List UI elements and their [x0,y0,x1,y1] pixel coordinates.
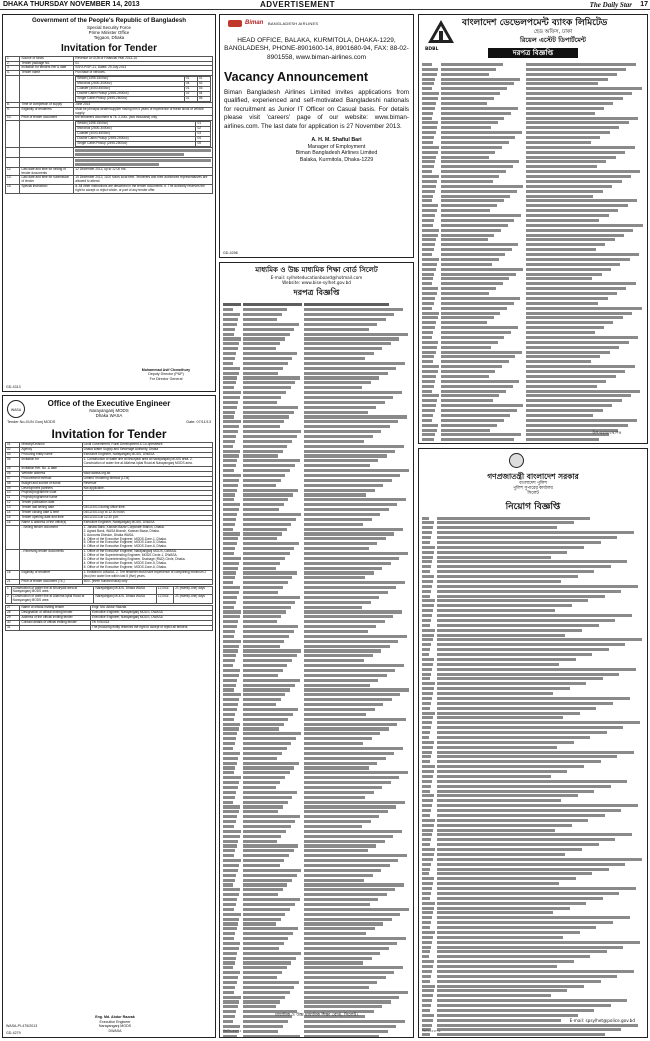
table-row: Microbus (2600-3000cc) 04 02 [76,82,211,87]
ad-body: Biman Bangladesh Airlines Limited invites applications from qualified, experienced and self-motivated Bangladeshi nationals for recruitment as Junior IT Officer on Casual basis. For details please visit 'careers' page of our website: www.biman-airlines.com. The last date for application is 27 November 2013. [224,88,409,130]
table-row [6,121,213,148]
gd-number: GD-4298 [223,251,238,255]
table-row: 8. Time of completion of supply June 2014 [6,102,213,107]
ad-heading: দরপত্র বিজ্ঞপ্তি [293,288,340,298]
board-title: মাধ্যমিক ও উচ্চ মাধ্যমিক শিক্ষা বোর্ড সিলেট [255,266,378,274]
table-row: 10 Project/programme code [6,491,213,496]
table-row: 4. Tender name Purchase of vehicles. [6,71,213,76]
masthead-date: DHAKA THURSDAY NOVEMBER 14, 2013 [3,1,140,8]
ad-dept-line: Tejgaon, Dhaka [93,35,125,41]
government-seal-icon [509,453,524,468]
dept-line: বাংলাদেশ পুলিশ [519,481,547,486]
ad-wasa-tender [2,395,216,1038]
gd-number: GD-4313 [6,385,21,389]
signer-address: Balaka, Kurmitola, Dhaka-1229 [299,156,374,163]
officials-table [5,605,213,631]
ad-police-recruitment [418,448,648,1038]
table-row: - Receiving tender documents 1. Office of the Executive Engineer, Narayanganj MODS, DWASA. 2. Office of the Superintending Engineer, MODS Circle-1, DWASA. 3. Office of the Superintending Engineer, Drainage (R&D) Circle, Dhaka. 4. Office of the Executive Engineer, MODS Zone-5, Dhaka. 5. Office of the Executive Engineer, MODS Zone-6, Dhaka. [6,550,213,571]
text-row [223,1034,410,1038]
table-row: 04 Invitation for 1. Construction of water line at Bhuiryadi area at Narayanganj MODS area. 2. Construction of water line at Allahma Iqbal Road at Narayanganj MODS area. [6,458,213,467]
police-table [422,516,644,1038]
table-row: 14 Tender closing date & time 04/12/2013 up to 12.00 noon. [6,511,213,516]
gd-number: GD-4279 [6,1031,21,1035]
table-row [6,147,213,157]
bank-title: বাংলাদেশ ডেভেলপমেন্ট ব্যাংক লিমিটেড [462,18,608,28]
dept-line: সিলেট [527,491,539,497]
table-row: - Selling tender document 1. Janata Bank, Kawran Bazar Corporate Branch, Dhaka. 2. Agrani Bank, WASA Branch, Kawran Bazar, Dhaka. 3. Accounts Division, Dhaka WASA. 4. Office of the Executive Engineer, MODS Zone-1, Dhaka. 5. Office of the Executive Engineer, MODS Zone-5, Dhaka. 6. Office of the Executive Engineer, MODS Zone-6, Dhaka. [6,525,213,549]
signer-title: Executive Engineer [99,1019,131,1024]
table-row: Coaster (4000-4500cc) 01 03 [76,87,211,92]
table-row: 06 Website address www.dwasa.org.bd [6,471,213,476]
signer-name: Eng. Md. Abdur Razzak [95,1015,135,1019]
ref-number: WASA-PI-475/2013 [6,1024,38,1028]
tender-table [5,56,213,194]
table-row: Microbus (2600-3000cc) 02 [76,127,211,132]
table-row: 2. Tender package No. 01 [6,61,213,66]
table-row: 18 Eligibility of tenderer 1. Enlisted in DWASA. 2. The tenderer must have experience of completing minimum 2 (two) ten water line within last 5 (five) years. [6,570,213,579]
bdbl-logo-text: BDBL [425,47,439,52]
dept-line: পুলিশ সুপারের কার্যালয় [513,486,553,492]
table-row [6,76,213,103]
ad-heading: Invitation for Tender [51,427,167,442]
table-row: 12 Tender publication date [6,501,213,506]
bise-table [223,302,410,1038]
table-row: Sedan (1495-1500cc) 01 01 [76,77,211,82]
org-city: Dhaka WASA [95,413,123,419]
table-row: Double Cabin Pickup (2495-2500cc) 04 [76,137,211,142]
ad-bdbl-tender [418,14,648,444]
gov-title: গণপ্রজাতন্ত্রী বাংলাদেশ সরকার [487,472,579,481]
signer-org: Biman Bangladesh Airlines Limited [295,150,378,157]
gd-number: জিডি-৪৩০৯ [422,1029,441,1033]
text-row [422,442,644,444]
masthead [0,0,650,10]
biman-address: HEAD OFFICE, BALAKA, KURMITOLA, DHAKA-1229, BANGLADESH, PHONE-8901600-14, 8901680-94, FAX: 88-02-8901558, www.biman-airlines.com [224,37,409,61]
bank-subtitle: হেড অফিস, ঢাকা [533,29,573,35]
tender-number: Tender No-01/N Gonj MODS [7,420,56,425]
table-row: 16 Name & address of the office(s) Executive Engineer, Narayanganj MODS, DWASA [6,520,213,525]
table-row: 27 Name of official inviting tender Engr. Md. Abdur Razzak [6,606,213,611]
org-division: Narayanganj MODS [89,408,129,413]
masthead-page-number: 17 [640,1,648,8]
signer-title: উপ-মহাব্যবস্থাপক [592,430,622,435]
table-row: 12. Last date and time for selling of tender documents 12 December 2013, up to 12.00 hrs. [6,167,213,176]
table-row: 3. Invitation for tenders Ref & date SSF/LP/SP-21, Dated: 29 July 2013 [6,66,213,71]
signer-title: Deputy Director (P&P) [148,372,184,376]
police-email: E-mail: spsylhet@police.gov.bd [569,1018,635,1023]
table-row: 13 Tender last selling date 03/12/2013 during office time. [6,506,213,511]
table-row: 02 Agency Dhaka Water Supply and Sewerage Authority, Dhaka [6,448,213,453]
table-row: 30 Contact details of official inviting tender Tel 9760018 [6,620,213,625]
ad-dept-line: Prime Minister Office [88,30,130,36]
biman-logo-icon [228,20,242,27]
masthead-section: ADVERTISEMENT [260,0,335,9]
board-website: Website: www.bise-sylhet.gov.bd [282,280,351,286]
table-row: 13. Last date and time for submission of tender 15 December 2013, 1100 hours local time. Tenderers and their authorized representatives are allowed to attend. [6,176,213,185]
signer-title: Manager of Employment [307,143,366,150]
tender-date: Date: 07/11/13 [186,420,211,425]
table-row: 1. Source of funds Revenue or GOB of Financial Year 2013-14 [6,56,213,61]
gd-number: জিডি-৪৩০৫ [223,1029,242,1033]
masthead-brand: The Daily Star [589,1,632,9]
lots-table [5,586,213,605]
table-row: 29 Address of the official inviting tender Executive Engineer, Narayanganj MODS, DWASA [6,615,213,620]
ad-heading: Vacancy Announcement [224,69,369,84]
signer-name: A. H. M. Shafiul Bari [311,137,362,144]
ad-dept-line: Special Security Force [87,25,131,30]
table-row: 07 Procurement method Limited Tendering Method (LTM) [6,476,213,481]
ad-heading: নিয়োগ বিজ্ঞপ্তি [505,501,561,512]
signer-org: DWASA [108,1028,122,1033]
ad-education-board-tender [219,262,414,1038]
table-row: 1 Construction of water line at Bhuiryadi area at Narayanganj MODS area Narayanganj MODS, Dhaka WASA 12,000/- 21 (twenty-one) days [6,586,213,595]
bank-division: রিয়েল এস্টেট ডিপার্টমেন্ট [519,36,587,44]
table-row: Coaster (4000-4500cc) 03 [76,132,211,137]
goods-table [75,76,211,102]
ad-biman-vacancy [219,14,414,258]
board-footer: মাধ্যমিক ও উচ্চ মাধ্যমিক শিক্ষা বোর্ড, সিলেট। [275,1013,358,1018]
signer-name: Mohammad Asif Chowdhury [141,367,191,372]
ad-heading: Invitation for Tender [61,42,157,54]
table-row: Double Cabin Pickup (2495-2500cc) 02 04 [76,91,211,96]
table-row: 01 Ministry/Division Local Government, Rural Development & Co-operatives [6,443,213,448]
bdbl-table [422,62,644,444]
board-email: E-mail: sylheteducationboard@hotmail.com [270,275,363,280]
table-row: 21 Price of tender document (Tk.) 500/- (three hundred taka) only [6,579,213,584]
text-row [422,1037,644,1038]
biman-brand: Biman [245,20,264,26]
table-row: 15. Special instruction a. All other instructions are described in the tender documents. b. The authority reserves the right to accept or reject whole, or part of any tender offer. [6,185,213,194]
signer-for: For Director General [149,376,183,381]
wasa-logo-icon: WASA [7,400,25,418]
org-title: Office of the Executive Engineer [47,399,171,408]
table-row: Single Cabin Pickup (2495-2500cc) 01 05 [76,96,211,101]
goods-table-lots [75,121,211,147]
table-row: 09 Development partners Not applicable. [6,486,213,491]
table-row: 9. Eligibility of tenderers Must be principal dealer/supplier having min 5 years of experience of these kinds of vehicle supply. [6,107,213,116]
table-row: 03 Procuring entity name Executive Engineer, Narayanganj MODS, DWASA [6,453,213,458]
signer-division: Narayanganj MODS [98,1024,132,1028]
table-row: 2 Construction of water line at Allahma Iqbal Road at Narayanganj MODS area Narayanganj MODS, Dhaka WASA 12,000/- 21 (twenty-one) days [6,595,213,604]
table-row: Single Cabin Pickup (2495-2500cc) 05 [76,142,211,147]
table-row: 10. Price of tender document the tenderers document is Tk. 2,000/- (two thousand) only. [6,116,213,121]
table-row [6,157,213,167]
wasa-table [5,442,213,584]
table-row: 05 Invitation Ref. No. & date [6,466,213,471]
table-row: 28 Designation of official inviting tender Executive Engineer, Narayanganj MODS, DWASA [6,611,213,616]
ad-heading: দরপত্র বিজ্ঞপ্তি [488,48,578,58]
biman-brand-sub: BANGLADESH AIRLINES [268,21,319,26]
bdbl-logo-icon [427,19,455,47]
table-row: Sedan (1495-1500cc) 01 [76,122,211,127]
table-row: 15 Tender opening date and time 04/12/2013 at 12.30 p.m. [6,516,213,521]
table-row: 08 Budget and source of funds Revenue [6,481,213,486]
ad-ssf-tender [2,14,216,392]
table-row: 31 The procuring entity reserves the right to accept or reject all tenders. [6,625,213,630]
table-row: 11 Project/programme name [6,496,213,501]
ad-title: Government of the People's Republic of Bangladesh [31,17,187,24]
